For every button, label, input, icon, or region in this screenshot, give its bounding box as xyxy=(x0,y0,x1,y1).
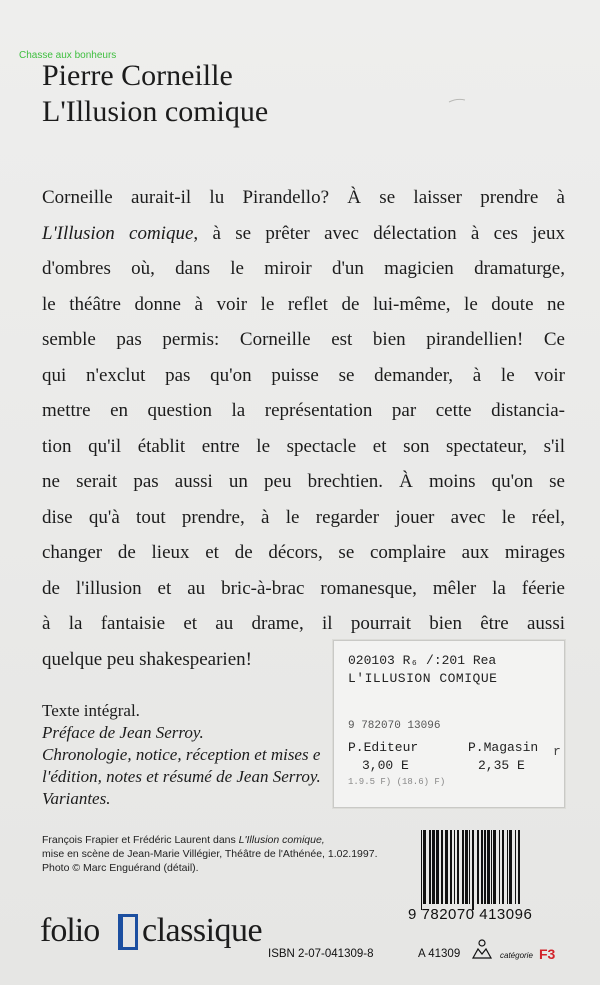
summary-line: quelque peu shakespearien! xyxy=(42,648,252,670)
sticker-mark: r xyxy=(553,744,561,759)
credits-line: Chronologie, notice, réception et mises e xyxy=(42,745,321,764)
title-italic: L'Illusion comique xyxy=(42,222,194,244)
category-label: catégorie xyxy=(500,951,533,960)
summary-line: de l'illusion et au bric-à-brac romanesque, mêler la féerie xyxy=(42,577,565,599)
publisher-mark-icon xyxy=(470,938,494,960)
summary-line: mettre en question la représentation par cette distancia- xyxy=(42,400,565,421)
author-name: Pierre Corneille xyxy=(42,59,233,92)
logo-classique: classique xyxy=(142,912,263,949)
summary-line: tion qu'il établit entre le spectacle et son spectateur, s'il xyxy=(42,435,565,457)
summary-line: le théâtre donne à voir le reflet de lui-même, le doute ne xyxy=(42,293,565,315)
summary-line: L'Illusion comique, à se prêter avec délectation à ces jeux xyxy=(42,222,565,244)
isbn: ISBN 2-07-041309-8 xyxy=(268,948,374,960)
photo-credit-line: Photo © Marc Enguérand (détail). xyxy=(42,862,199,874)
article-reference: A 41309 xyxy=(418,948,461,960)
summary-line: ne serait pas aussi un peu brechtien. À moins qu'on se xyxy=(42,471,565,492)
summary-line: d'ombres où, dans le miroir d'un magicien dramaturge, xyxy=(42,258,565,279)
edition-credits xyxy=(42,700,382,810)
sticker-labels: P.Editeur P.Magasin xyxy=(348,740,539,755)
category-code: F3 xyxy=(539,946,556,962)
photo-credit xyxy=(42,833,402,875)
summary-line: changer de lieux et de décors, se complaire aux mirages xyxy=(42,542,565,563)
summary-line: qui n'exclut pas qu'on puisse se demander, à le voir xyxy=(42,364,565,386)
credits-line: Texte intégral. xyxy=(42,701,140,720)
summary-line: dise qu'à tout prendre, à le regarder jouer avec le réel, xyxy=(42,506,565,528)
print-speck xyxy=(448,98,466,103)
credits-line: Variantes. xyxy=(42,789,111,808)
price-sticker xyxy=(333,640,565,808)
logo-folio: folio xyxy=(40,912,100,949)
photo-credit-line: François Frapier et Frédéric Laurent dans L'Illusion comique, xyxy=(42,834,325,846)
credits-line: Préface de Jean Serroy. xyxy=(42,723,204,742)
photo-credit-line: mise en scène de Jean-Marie Villégier, Théâtre de l'Athénée, 1.02.1997. xyxy=(42,848,378,860)
watermark: Chasse aux bonheurs xyxy=(19,50,117,61)
book-title: L'Illusion comique xyxy=(42,95,269,128)
barcode-number: 9 782070 413096 xyxy=(408,906,533,923)
summary-line: Corneille aurait-il lu Pirandello? À se laisser prendre à xyxy=(42,187,565,208)
credits-line: l'édition, notes et résumé de Jean Serroy. xyxy=(42,767,321,786)
sticker-ean-line: 9 782070 13096 xyxy=(348,720,441,732)
sticker-prices: 3,00 E 2,35 E xyxy=(362,758,525,773)
sticker-title-line: L'ILLUSION COMIQUE xyxy=(348,671,498,686)
summary-line: à la fantaisie et au drame, il pourrait bien être aussi xyxy=(42,613,565,634)
summary-line: semble pas permis: Corneille est bien pirandellien! Ce xyxy=(42,329,565,350)
summary-text xyxy=(42,180,565,677)
sticker-code-line: 020103 R₆ /:201 Rea xyxy=(348,653,497,668)
sticker-faint-line: 1.9.5 F) (18.6) F) xyxy=(348,777,446,787)
logo-box-icon xyxy=(118,914,138,950)
